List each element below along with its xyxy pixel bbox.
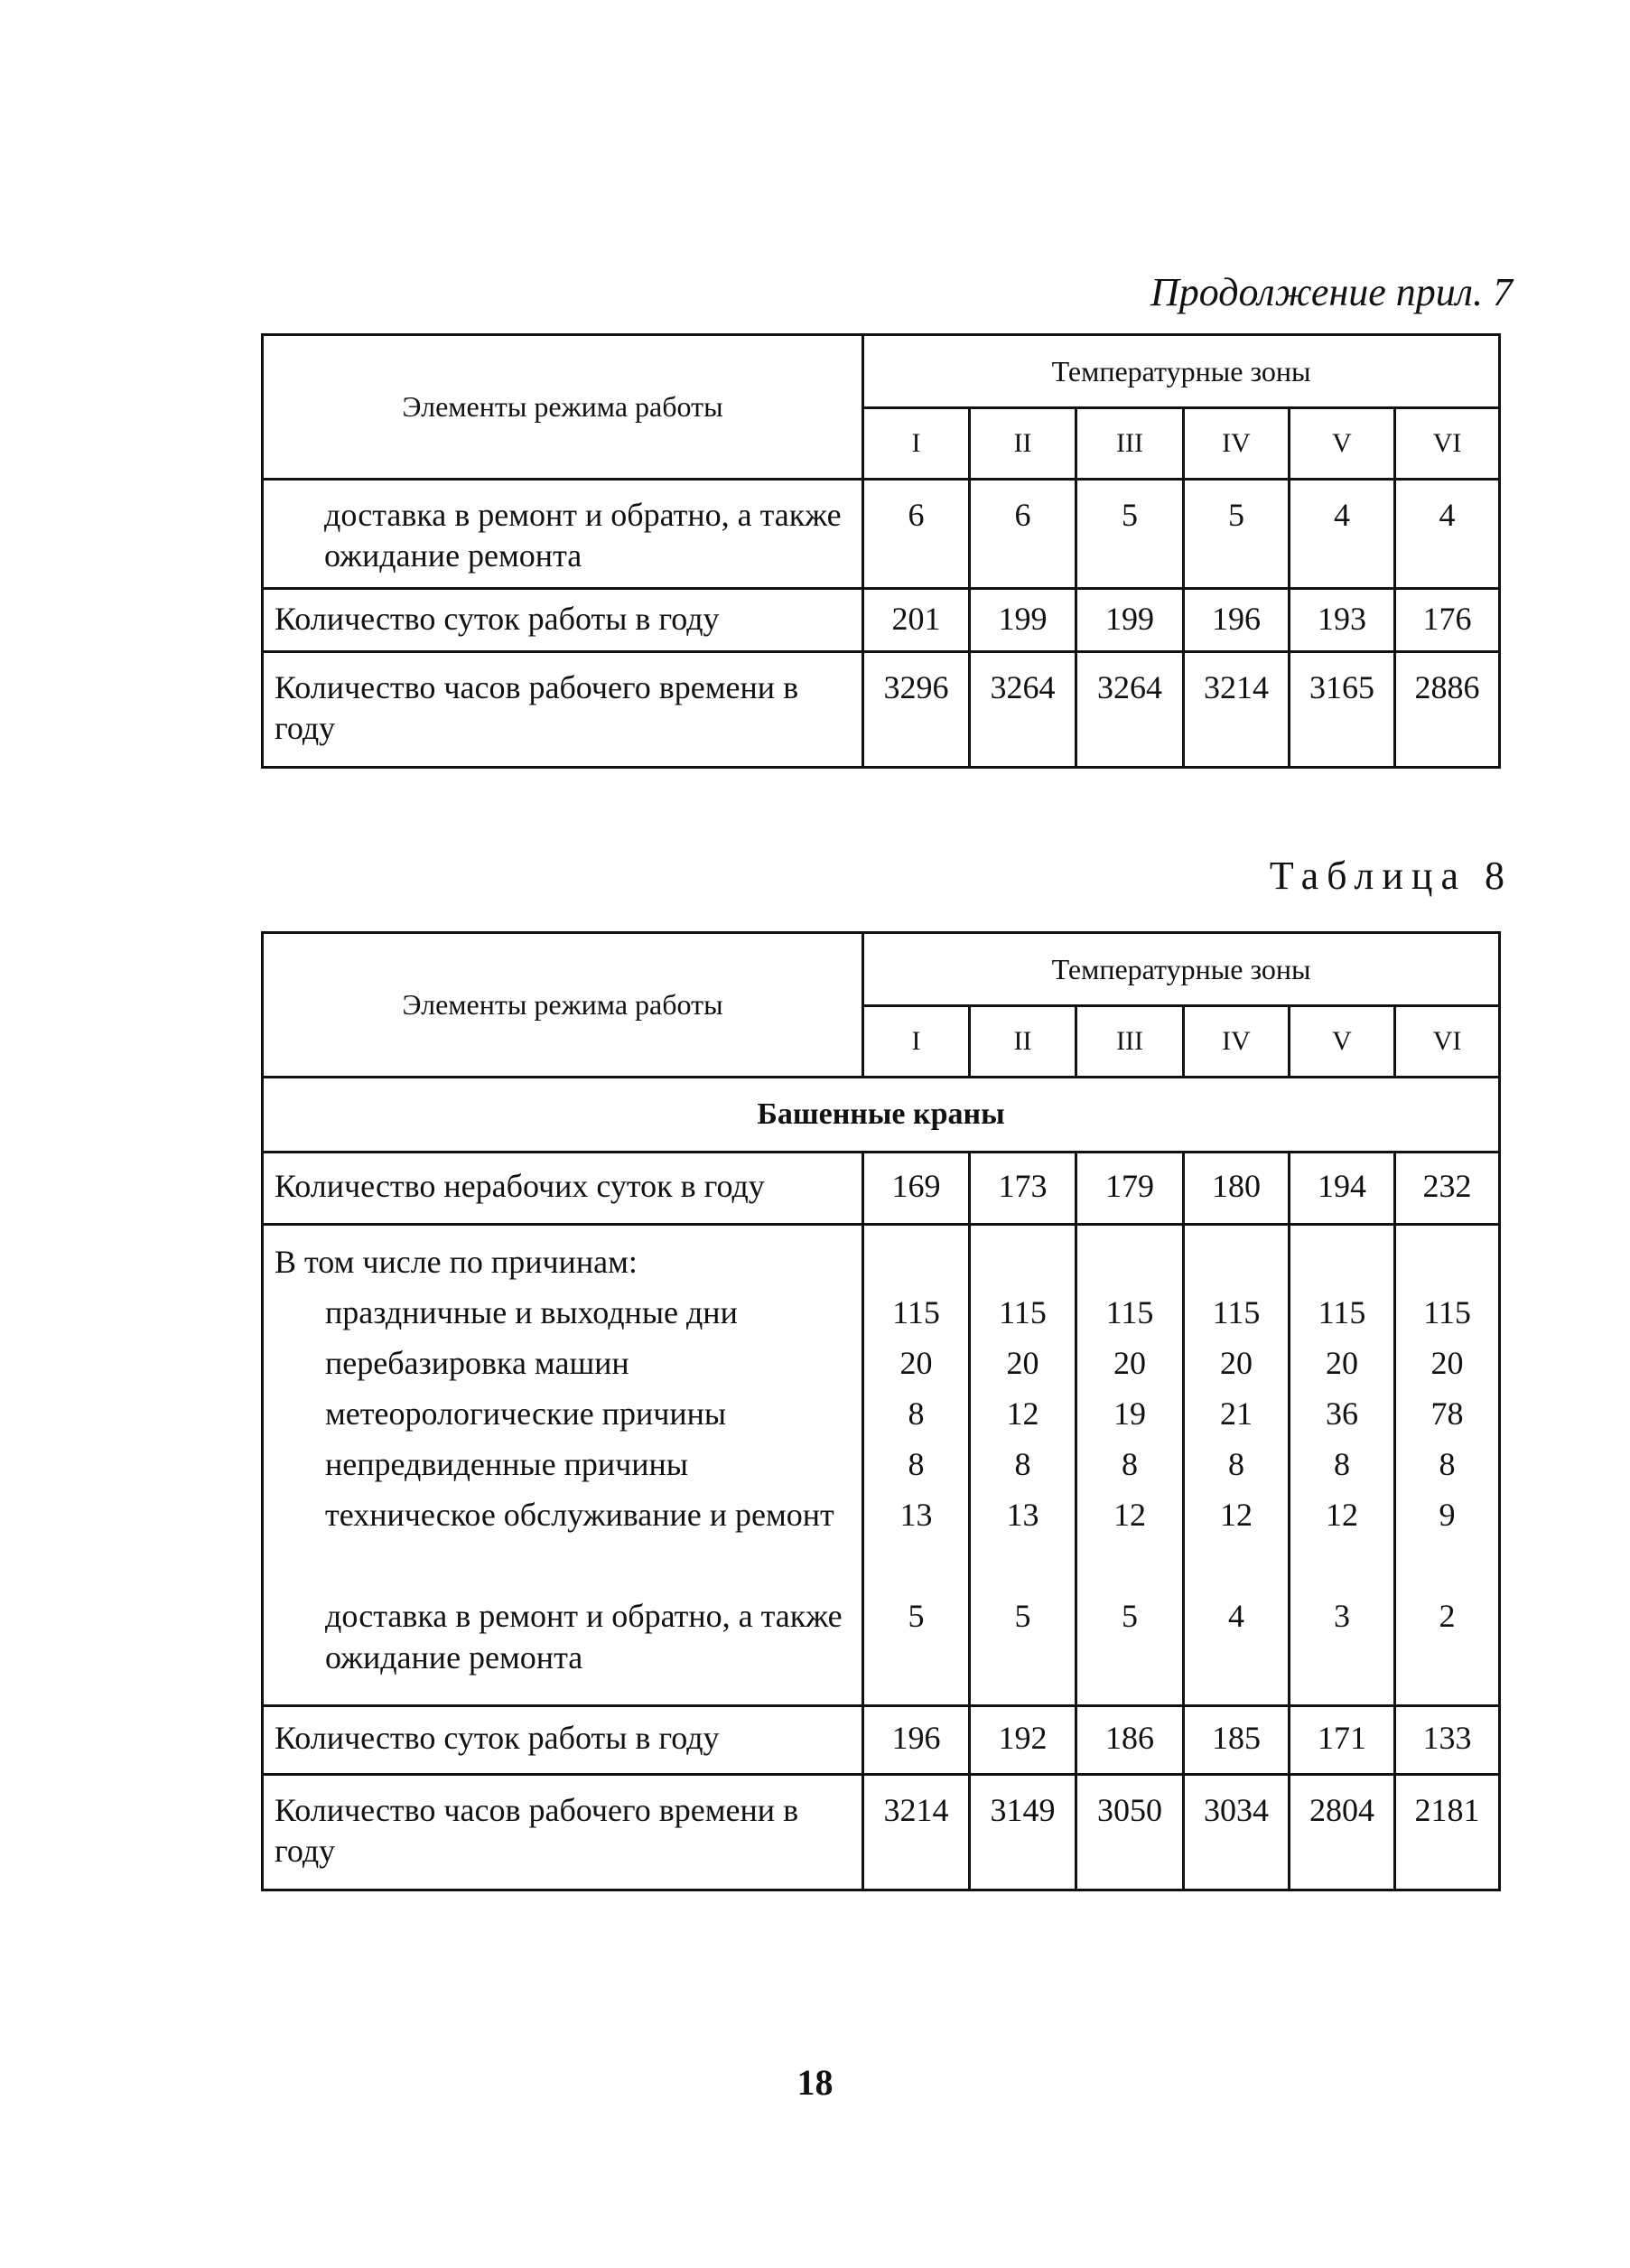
cell-value: 20 [1006, 1345, 1039, 1381]
reasons-values-zone-1 [863, 1225, 970, 1706]
header-temperature-zones: Температурные зоны [863, 335, 1500, 408]
zone-header: V [1290, 1006, 1395, 1078]
cell-value: 20 [1430, 1345, 1464, 1381]
reason-label: метеорологические причины [325, 1395, 727, 1432]
cell-value: 115 [1105, 1294, 1154, 1330]
zone-header: I [863, 408, 970, 480]
cell-value: 8 [908, 1395, 925, 1432]
cell-value: 5 [1184, 480, 1290, 589]
cell-value: 115 [999, 1294, 1047, 1330]
zone-header: IV [1184, 1006, 1290, 1078]
reasons-heading: В том числе по причинам: [275, 1244, 638, 1280]
cell-value: 12 [1113, 1497, 1146, 1533]
cell-value: 8 [908, 1446, 925, 1482]
cell-value: 19 [1113, 1395, 1146, 1432]
table-row [263, 1153, 1500, 1225]
cell-value: 3296 [863, 652, 970, 768]
table8-caption: Таблица 8 [1269, 854, 1513, 898]
cell-value: 115 [892, 1294, 940, 1330]
table-7-continuation [261, 333, 1501, 769]
cell-value: 8 [1014, 1446, 1031, 1482]
row-label: Количество суток работы в году [263, 589, 863, 652]
cell-value: 36 [1326, 1395, 1358, 1432]
cell-value: 180 [1184, 1153, 1290, 1225]
page-number: 18 [796, 2062, 834, 2103]
zone-header: IV [1184, 408, 1290, 480]
cell-value: 3 [1334, 1598, 1350, 1634]
table-8 [261, 931, 1501, 1891]
reasons-values-zone-6 [1395, 1225, 1500, 1706]
table-row [263, 1775, 1500, 1890]
cell-value: 2 [1439, 1598, 1456, 1634]
zone-header: III [1076, 408, 1184, 480]
table7-caption: Продолжение прил. 7 [1150, 270, 1513, 314]
cell-value: 8 [1122, 1446, 1138, 1482]
cell-value: 21 [1220, 1395, 1253, 1432]
reason-label: праздничные и выходные дни [325, 1294, 738, 1330]
cell-value: 232 [1395, 1153, 1500, 1225]
cell-value: 9 [1439, 1497, 1456, 1533]
header-elements: Элементы режима работы [263, 933, 863, 1078]
cell-value: 3149 [970, 1775, 1076, 1890]
cell-value: 3050 [1076, 1775, 1184, 1890]
cell-value: 13 [899, 1497, 933, 1533]
row-label: Количество часов рабочего времени в году [263, 652, 863, 768]
reasons-block [263, 1225, 1500, 1706]
cell-value: 133 [1395, 1706, 1500, 1775]
row-label: доставка в ремонт и обратно, а также ожидание ремонта [263, 480, 863, 589]
cell-value: 78 [1430, 1395, 1464, 1432]
table-row [263, 1706, 1500, 1775]
cell-value: 115 [1212, 1294, 1261, 1330]
row-label: Количество часов рабочего времени в году [263, 1775, 863, 1890]
cell-value: 3214 [863, 1775, 970, 1890]
cell-value: 196 [863, 1706, 970, 1775]
zone-header: VI [1395, 408, 1500, 480]
cell-value: 115 [1423, 1294, 1471, 1330]
cell-value: 6 [970, 480, 1076, 589]
reasons-values-zone-5 [1290, 1225, 1395, 1706]
cell-value: 3264 [970, 652, 1076, 768]
reason-label: перебазировка машин [325, 1345, 629, 1381]
cell-value: 20 [1220, 1345, 1253, 1381]
cell-value: 13 [1006, 1497, 1039, 1533]
cell-value: 5 [1076, 480, 1184, 589]
zone-header: II [970, 1006, 1076, 1078]
cell-value: 8 [1228, 1446, 1244, 1482]
cell-value: 199 [1076, 589, 1184, 652]
zone-header: VI [1395, 1006, 1500, 1078]
zone-header: V [1290, 408, 1395, 480]
cell-value: 8 [1439, 1446, 1456, 1482]
cell-value: 169 [863, 1153, 970, 1225]
cell-value: 193 [1290, 589, 1395, 652]
cell-value: 185 [1184, 1706, 1290, 1775]
reason-label: техническое обслуживание и ремонт [325, 1497, 834, 1533]
cell-value: 20 [899, 1345, 933, 1381]
cell-value: 201 [863, 589, 970, 652]
cell-value: 20 [1326, 1345, 1358, 1381]
cell-value: 192 [970, 1706, 1076, 1775]
table-row [263, 652, 1500, 768]
cell-value: 2886 [1395, 652, 1500, 768]
cell-value: 8 [1334, 1446, 1350, 1482]
cell-value: 5 [908, 1598, 925, 1634]
reasons-values-zone-4 [1184, 1225, 1290, 1706]
cell-value: 6 [863, 480, 970, 589]
cell-value: 3165 [1290, 652, 1395, 768]
cell-value: 199 [970, 589, 1076, 652]
cell-value: 176 [1395, 589, 1500, 652]
cell-value: 196 [1184, 589, 1290, 652]
header-elements: Элементы режима работы [263, 335, 863, 480]
cell-value: 12 [1006, 1395, 1039, 1432]
cell-value: 4 [1228, 1598, 1244, 1634]
cell-value: 179 [1076, 1153, 1184, 1225]
cell-value: 171 [1290, 1706, 1395, 1775]
cell-value: 194 [1290, 1153, 1395, 1225]
reason-label: доставка в ремонт и обратно, а также ожидание ремонта [325, 1598, 843, 1675]
zone-header: I [863, 1006, 970, 1078]
cell-value: 115 [1318, 1294, 1366, 1330]
row-label: Количество нерабочих суток в году [263, 1153, 863, 1225]
cell-value: 186 [1076, 1706, 1184, 1775]
reasons-labels [263, 1225, 863, 1706]
cell-value: 12 [1326, 1497, 1358, 1533]
header-temperature-zones: Температурные зоны [863, 933, 1500, 1006]
cell-value: 12 [1220, 1497, 1253, 1533]
reason-label: непредвиденные причины [325, 1446, 688, 1482]
section-heading: Башенные краны [263, 1078, 1500, 1153]
cell-value: 4 [1290, 480, 1395, 589]
cell-value: 2181 [1395, 1775, 1500, 1890]
reasons-values-zone-2 [970, 1225, 1076, 1706]
cell-value: 4 [1395, 480, 1500, 589]
table-row [263, 480, 1500, 589]
cell-value: 5 [1014, 1598, 1031, 1634]
cell-value: 5 [1122, 1598, 1138, 1634]
cell-value: 3034 [1184, 1775, 1290, 1890]
cell-value: 2804 [1290, 1775, 1395, 1890]
cell-value: 173 [970, 1153, 1076, 1225]
cell-value: 3264 [1076, 652, 1184, 768]
zone-header: III [1076, 1006, 1184, 1078]
reasons-values-zone-3 [1076, 1225, 1184, 1706]
row-label: Количество суток работы в году [263, 1706, 863, 1775]
cell-value: 20 [1113, 1345, 1146, 1381]
cell-value: 3214 [1184, 652, 1290, 768]
zone-header: II [970, 408, 1076, 480]
table-row [263, 589, 1500, 652]
